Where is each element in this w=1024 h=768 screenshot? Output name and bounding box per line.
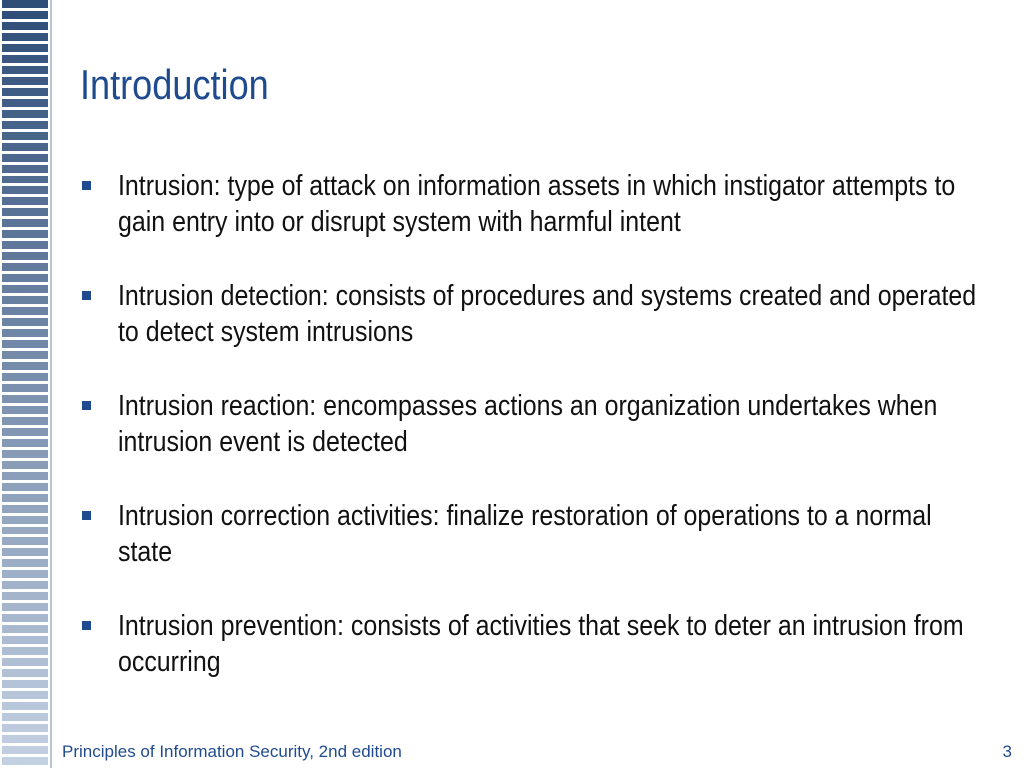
decorative-stripe bbox=[2, 603, 48, 611]
bullet-text: Intrusion reaction: encompasses actions an organization undertakes when intrusion event is detected bbox=[118, 390, 938, 458]
decorative-stripe bbox=[2, 186, 48, 194]
decorative-stripe bbox=[2, 296, 48, 304]
decorative-stripe bbox=[2, 548, 48, 556]
bullet-text: Intrusion detection: consists of procedures and systems created and operated to detect system intrusions bbox=[118, 280, 977, 348]
decorative-stripe bbox=[2, 559, 48, 567]
bullet-text: Intrusion correction activities: finalize restoration of operations to a normal state bbox=[118, 500, 932, 568]
decorative-stripe bbox=[2, 570, 48, 578]
decorative-stripe bbox=[2, 472, 48, 480]
decorative-stripe-bar bbox=[0, 0, 50, 768]
bullet-item bbox=[80, 168, 980, 240]
slide-title: Introduction bbox=[80, 61, 269, 108]
decorative-stripe bbox=[2, 658, 48, 666]
decorative-stripe bbox=[2, 461, 48, 469]
bullet-item bbox=[80, 388, 980, 460]
decorative-stripe bbox=[2, 66, 48, 74]
decorative-stripe bbox=[2, 110, 48, 118]
decorative-stripe bbox=[2, 757, 48, 765]
decorative-stripe bbox=[2, 121, 48, 129]
decorative-stripe bbox=[2, 483, 48, 491]
decorative-stripe bbox=[2, 724, 48, 732]
decorative-stripe bbox=[2, 329, 48, 337]
bullet-item bbox=[80, 498, 980, 570]
page-number: 3 bbox=[1002, 742, 1012, 761]
decorative-stripe bbox=[2, 44, 48, 52]
decorative-stripe bbox=[2, 362, 48, 370]
decorative-stripe bbox=[2, 154, 48, 162]
decorative-stripe bbox=[2, 505, 48, 513]
decorative-stripe bbox=[2, 252, 48, 260]
decorative-stripe bbox=[2, 691, 48, 699]
decorative-stripe bbox=[2, 614, 48, 622]
decorative-stripe bbox=[2, 318, 48, 326]
decorative-stripe bbox=[2, 680, 48, 688]
decorative-stripe bbox=[2, 713, 48, 721]
bullet-item bbox=[80, 278, 980, 350]
decorative-stripe bbox=[2, 219, 48, 227]
square-bullet-icon bbox=[82, 181, 91, 190]
decorative-stripe bbox=[2, 132, 48, 140]
bullet-item bbox=[80, 608, 980, 680]
square-bullet-icon bbox=[82, 291, 91, 300]
decorative-stripe bbox=[2, 230, 48, 238]
decorative-stripe bbox=[2, 208, 48, 216]
decorative-stripe bbox=[2, 0, 48, 8]
decorative-stripe bbox=[2, 395, 48, 403]
footer-text: Principles of Information Security, 2nd edition bbox=[62, 742, 402, 761]
decorative-stripe bbox=[2, 581, 48, 589]
decorative-stripe bbox=[2, 176, 48, 184]
decorative-stripe bbox=[2, 285, 48, 293]
decorative-stripe bbox=[2, 351, 48, 359]
decorative-stripe bbox=[2, 417, 48, 425]
decorative-stripe bbox=[2, 537, 48, 545]
decorative-stripe bbox=[2, 165, 48, 173]
decorative-stripe bbox=[2, 340, 48, 348]
decorative-stripe bbox=[2, 746, 48, 754]
decorative-stripe bbox=[2, 669, 48, 677]
decorative-stripe bbox=[2, 307, 48, 315]
decorative-stripe bbox=[2, 494, 48, 502]
stripe-edge-divider bbox=[50, 0, 52, 768]
decorative-stripe bbox=[2, 274, 48, 282]
decorative-stripe bbox=[2, 22, 48, 30]
decorative-stripe bbox=[2, 99, 48, 107]
decorative-stripe bbox=[2, 77, 48, 85]
decorative-stripe bbox=[2, 647, 48, 655]
decorative-stripe bbox=[2, 88, 48, 96]
decorative-stripe bbox=[2, 33, 48, 41]
bullet-list bbox=[80, 168, 980, 718]
decorative-stripe bbox=[2, 263, 48, 271]
decorative-stripe bbox=[2, 384, 48, 392]
decorative-stripe bbox=[2, 702, 48, 710]
decorative-stripe bbox=[2, 406, 48, 414]
decorative-stripe bbox=[2, 55, 48, 63]
square-bullet-icon bbox=[82, 401, 91, 410]
square-bullet-icon bbox=[82, 621, 91, 630]
decorative-stripe bbox=[2, 143, 48, 151]
decorative-stripe bbox=[2, 636, 48, 644]
decorative-stripe bbox=[2, 450, 48, 458]
decorative-stripe bbox=[2, 592, 48, 600]
decorative-stripe bbox=[2, 11, 48, 19]
bullet-text: Intrusion prevention: consists of activities that seek to deter an intrusion from occurring bbox=[118, 610, 964, 678]
square-bullet-icon bbox=[82, 511, 91, 520]
decorative-stripe bbox=[2, 527, 48, 535]
decorative-stripe bbox=[2, 735, 48, 743]
decorative-stripe bbox=[2, 241, 48, 249]
decorative-stripe bbox=[2, 428, 48, 436]
decorative-stripe bbox=[2, 516, 48, 524]
decorative-stripe bbox=[2, 197, 48, 205]
decorative-stripe bbox=[2, 373, 48, 381]
bullet-text: Intrusion: type of attack on information assets in which instigator attempts to gain entry into or disrupt system with harmful intent bbox=[118, 170, 956, 238]
decorative-stripe bbox=[2, 439, 48, 447]
decorative-stripe bbox=[2, 625, 48, 633]
